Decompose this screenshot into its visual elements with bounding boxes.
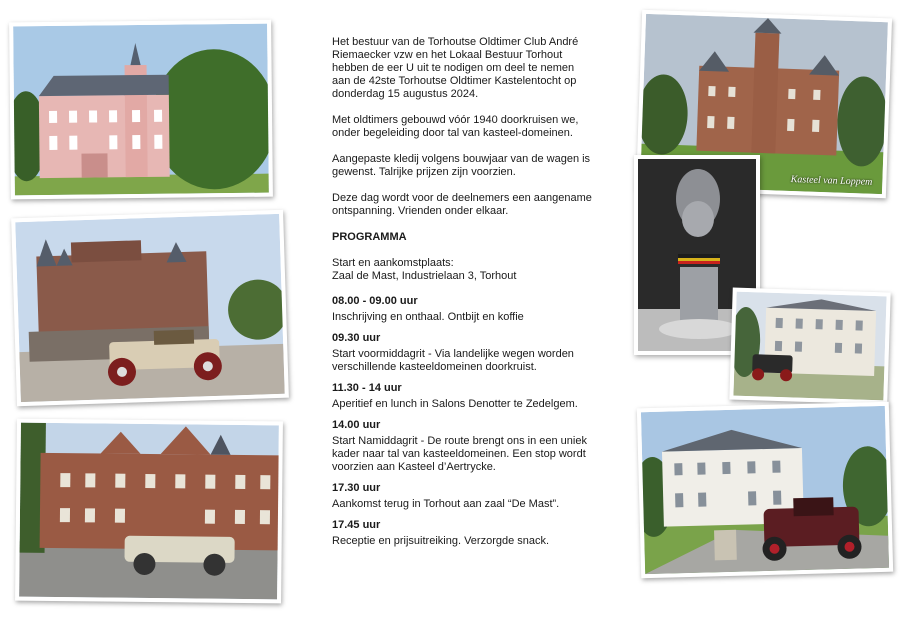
program-description: Receptie en prijsuitreiking. Verzorgde snack. — [332, 535, 550, 547]
photo-brick-castle-red-car — [11, 210, 289, 406]
program-description: Start voormiddagrit - Via landelijke wegen worden verschillende kasteeldomeinen doorkruist. — [332, 348, 574, 373]
gothic-manor-cream-car-image — [19, 423, 279, 600]
start-location — [332, 257, 594, 283]
program-time: 17.30 uur — [332, 482, 381, 494]
program-description: Aankomst terug in Torhout aan zaal “De Mast”. — [332, 498, 560, 510]
program-item — [332, 482, 594, 511]
program-item — [332, 519, 594, 548]
photo-white-villa-black-car — [729, 288, 890, 405]
intro-paragraph-1: Het bestuur van de Torhoutse Oldtimer Club André Riemaecker vzw en het Lokaal Bestuur Torhout hebben de eer U uit te nodigen om deel te nemen aan de 42ste Torhoutse Oldtimer Kastelentocht op donderdag 15 augustus 2024. — [332, 36, 579, 100]
white-castle-burgundy-car-image — [641, 406, 889, 574]
white-villa-black-car-image — [733, 292, 886, 401]
intro-paragraph-4: Deze dag wordt voor de deelnemers een aangename ontspanning. Vrienden onder elkaar. — [332, 192, 592, 217]
start-label: Start en aankomstplaats: — [332, 257, 454, 269]
start-address: Zaal de Mast, Industrielaan 3, Torhout — [332, 270, 517, 282]
program-time: 14.00 uur — [332, 419, 381, 431]
photo-pink-castle — [9, 20, 273, 200]
intro-paragraph-2: Met oldtimers gebouwd vóór 1940 doorkruisen we, onder begeleiding door tal van kasteel-domeinen. — [332, 114, 579, 139]
program-item — [332, 332, 594, 374]
photo-gothic-manor-cream-car — [15, 419, 283, 604]
pink-castle-image — [13, 24, 269, 196]
program-item — [332, 382, 594, 411]
program-time: 09.30 uur — [332, 332, 381, 344]
program-item — [332, 419, 594, 474]
program-time: 11.30 - 14 uur — [332, 382, 402, 394]
program-time: 08.00 - 09.00 uur — [332, 295, 418, 307]
invitation-text-column — [332, 36, 594, 556]
photo-caption: Kasteel van Loppem — [790, 173, 873, 188]
program-description: Aperitief en lunch in Salons Denotter te Zedelgem. — [332, 398, 578, 410]
intro-paragraph-3: Aangepaste kledij volgens bouwjaar van de wagen is gewenst. Talrijke prijzen zijn voorzien. — [332, 153, 591, 178]
photo-white-castle-burgundy-car — [637, 402, 893, 579]
program-item — [332, 295, 594, 324]
program-description: Start Namiddagrit - De route brengt ons in een uniek kader naar tal van kasteeldomeinen. Een stop wordt voorzien aan Kasteel d’Aertrycke. — [332, 435, 587, 473]
brick-castle-red-car-image — [15, 214, 285, 402]
program-description: Inschrijving en onthaal. Ontbijt en koffie — [332, 311, 524, 323]
programma-heading: PROGRAMMA — [332, 231, 407, 243]
program-time: 17.45 uur — [332, 519, 381, 531]
